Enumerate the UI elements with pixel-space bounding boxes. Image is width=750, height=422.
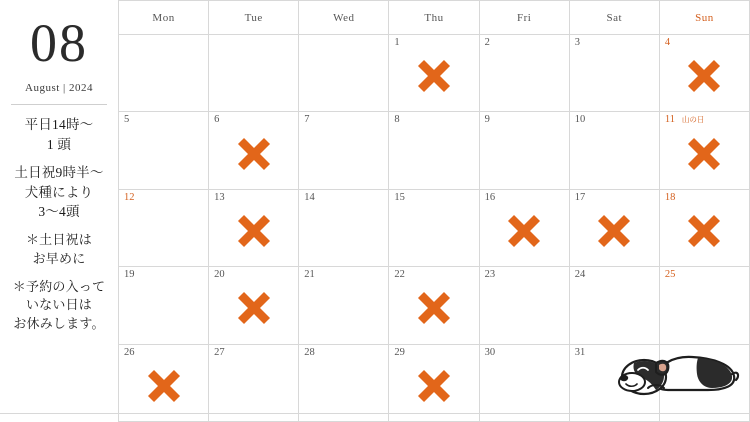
day-cell-11[interactable] — [660, 112, 750, 189]
day-number: 17 — [574, 191, 586, 203]
day-cell-3[interactable] — [570, 35, 660, 112]
note-line: 土日祝9時半～ — [14, 165, 104, 181]
day-number: 24 — [574, 269, 586, 281]
closed-cross-icon — [414, 366, 454, 406]
day-number: 25 — [664, 269, 676, 281]
day-number: 13 — [214, 191, 225, 203]
day-number: 3 — [574, 37, 580, 48]
day-cell-16[interactable] — [480, 190, 570, 267]
day-cell-6[interactable] — [209, 112, 299, 189]
weekday-header-fri: Fri — [480, 1, 570, 35]
day-number: 11 — [664, 114, 675, 126]
day-cell-23[interactable] — [480, 267, 570, 344]
day-cell-2[interactable] — [480, 35, 570, 112]
weeks-container — [119, 35, 750, 422]
note-line: お早めに — [32, 250, 86, 266]
note-block — [3, 278, 115, 335]
day-number: 23 — [484, 269, 496, 281]
note-block — [3, 231, 115, 269]
note-line: 3～4頭 — [38, 204, 80, 220]
bottom-divider — [0, 413, 750, 414]
closed-cross-icon — [414, 288, 454, 328]
note-line: 1 頭 — [46, 136, 72, 152]
closed-cross-icon — [504, 211, 544, 251]
note-line: お休みします。 — [13, 316, 105, 332]
note-line: 犬種により — [24, 184, 94, 200]
day-cell-29[interactable] — [389, 345, 479, 422]
day-number: 8 — [394, 114, 400, 126]
day-cell-20[interactable] — [209, 267, 299, 344]
day-cell-1[interactable] — [389, 35, 479, 112]
week-row — [119, 345, 750, 422]
day-cell-31[interactable] — [570, 345, 660, 422]
closed-cross-icon — [684, 211, 724, 251]
day-number: 31 — [574, 346, 586, 358]
day-cell-15[interactable] — [389, 190, 479, 267]
weekday-header-mon: Mon — [119, 1, 209, 35]
note-line: いない日は — [25, 297, 92, 313]
week-row — [119, 112, 750, 189]
day-cell-21[interactable] — [299, 267, 389, 344]
note-block — [3, 115, 115, 154]
day-number: 4 — [664, 37, 671, 48]
note-line: ＊土日祝は — [25, 231, 92, 247]
closed-cross-icon — [234, 211, 274, 251]
day-number: 30 — [484, 346, 496, 358]
day-cell-22[interactable] — [389, 267, 479, 344]
closed-cross-icon — [684, 56, 724, 96]
day-cell-24[interactable] — [570, 267, 660, 344]
month-number: 08 — [30, 13, 88, 73]
closed-cross-icon — [594, 211, 634, 251]
weekday-header-sat: Sat — [570, 1, 660, 35]
day-cell-26[interactable] — [119, 345, 209, 422]
day-number: 29 — [394, 346, 405, 358]
day-cell-18[interactable] — [660, 190, 750, 267]
weekday-header-wed: Wed — [299, 1, 389, 35]
sidebar — [0, 0, 118, 422]
day-cell-empty[interactable] — [209, 35, 299, 112]
day-number: 10 — [574, 114, 586, 126]
closed-cross-icon — [234, 288, 274, 328]
notes-list — [3, 115, 115, 343]
closed-cross-icon — [414, 56, 454, 96]
day-cell-empty[interactable] — [119, 35, 209, 112]
day-number: 5 — [124, 114, 130, 126]
day-cell-14[interactable] — [299, 190, 389, 267]
day-cell-9[interactable] — [480, 112, 570, 189]
note-block — [3, 163, 115, 222]
day-cell-10[interactable] — [570, 112, 660, 189]
day-number: 9 — [484, 114, 490, 126]
day-number: 2 — [484, 37, 490, 48]
note-line: 平日14時～ — [24, 117, 94, 132]
week-row — [119, 267, 750, 344]
week-row — [119, 35, 750, 112]
day-number: 15 — [394, 191, 405, 203]
day-number: 14 — [304, 191, 315, 203]
day-cell-30[interactable] — [480, 345, 570, 422]
day-number: 7 — [304, 114, 310, 126]
day-number: 12 — [124, 191, 135, 203]
day-cell-25[interactable] — [660, 267, 750, 344]
day-number: 1 — [394, 37, 400, 48]
weekday-header-sun: Sun — [660, 1, 750, 35]
month-subtitle: August | 2024 — [25, 82, 93, 94]
day-number: 26 — [124, 346, 135, 358]
week-row — [119, 190, 750, 267]
weekday-header-row — [119, 1, 750, 35]
calendar-grid — [118, 0, 750, 422]
day-number: 28 — [304, 346, 315, 358]
day-number: 22 — [394, 269, 405, 281]
day-cell-4[interactable] — [660, 35, 750, 112]
day-cell-empty[interactable] — [299, 35, 389, 112]
day-number: 21 — [304, 269, 315, 281]
weekday-header-thu: Thu — [389, 1, 479, 35]
day-cell-empty[interactable] — [660, 345, 750, 422]
holiday-label: 山の日 — [681, 115, 705, 125]
day-cell-19[interactable] — [119, 267, 209, 344]
weekday-header-tue: Tue — [209, 1, 299, 35]
day-cell-17[interactable] — [570, 190, 660, 267]
divider — [11, 104, 107, 105]
note-line: ＊予約の入って — [12, 278, 106, 294]
day-cell-27[interactable] — [209, 345, 299, 422]
day-cell-12[interactable] — [119, 190, 209, 267]
day-cell-13[interactable] — [209, 190, 299, 267]
closed-cross-icon — [144, 366, 184, 406]
day-number: 27 — [214, 346, 225, 358]
day-number: 20 — [214, 269, 225, 281]
closed-cross-icon — [234, 134, 274, 174]
day-number: 19 — [124, 269, 135, 281]
day-number: 18 — [664, 191, 676, 203]
day-cell-28[interactable] — [299, 345, 389, 422]
day-number: 16 — [484, 191, 496, 203]
day-number: 6 — [214, 114, 220, 126]
closed-cross-icon — [684, 134, 724, 174]
day-cell-7[interactable] — [299, 112, 389, 189]
day-cell-5[interactable] — [119, 112, 209, 189]
day-cell-8[interactable] — [389, 112, 479, 189]
